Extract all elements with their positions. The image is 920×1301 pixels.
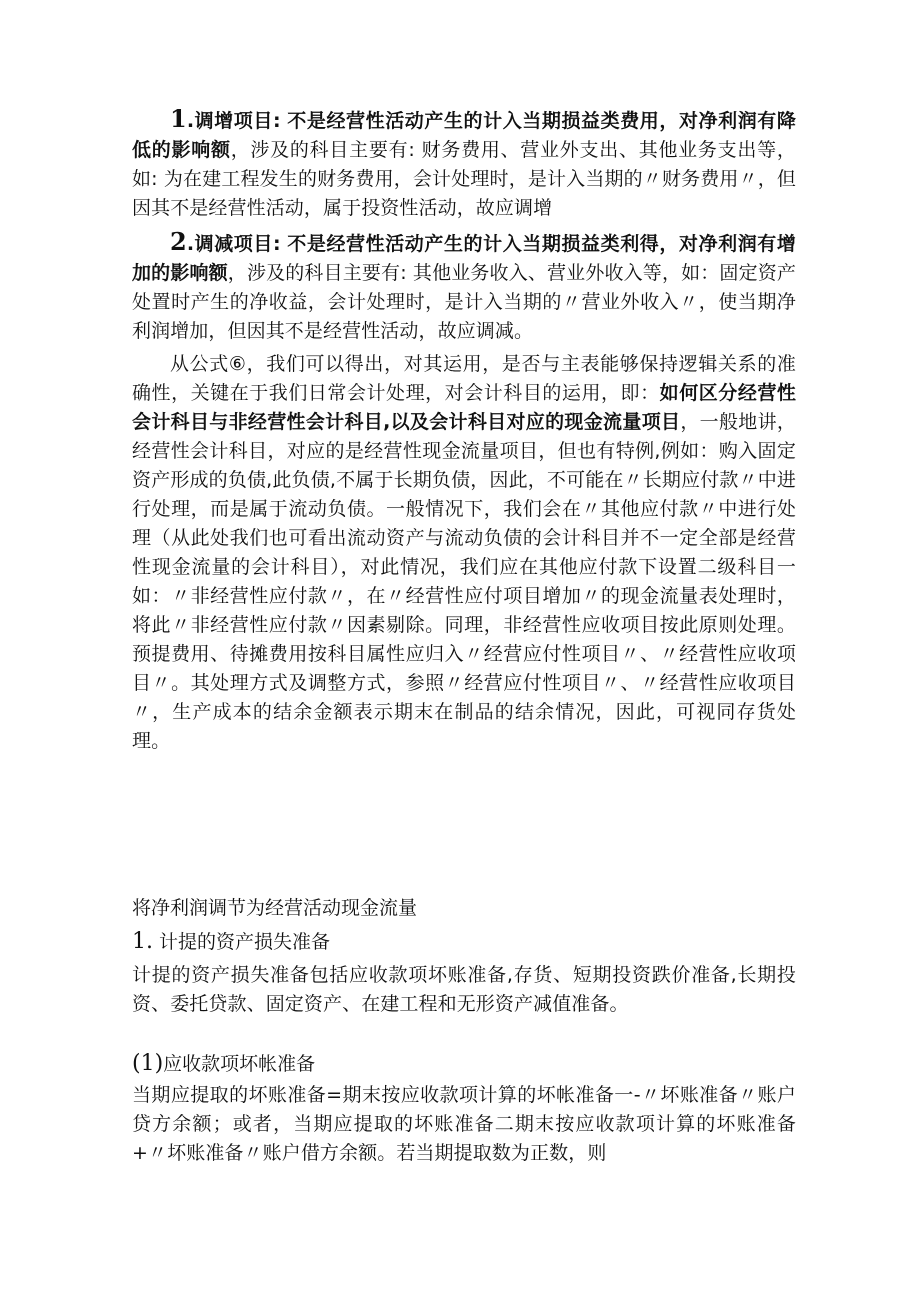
paragraph-adjust-decrease [132, 227, 796, 346]
document-page [132, 104, 796, 1168]
item-bold-text: 不是经营性活动产生的计入当期损益类费用，对净利润有降低的影响额 [132, 110, 796, 161]
paragraph-asset-loss-reserve: 计提的资产损失准备包括应收款项坏账准备,存货、短期投资跌价准备,长期投资、委托贷款、固定资产、在建工程和无形资产减值准备。 [132, 964, 796, 1015]
item-bold-text: 不是经营性活动产生的计入当期损益类利得，对净利润有增加的影响额 [132, 233, 796, 284]
item-label: .调增项目: [186, 110, 281, 132]
item-number: 2 [170, 227, 187, 256]
subsection-title [132, 1049, 796, 1079]
subsection-title [132, 927, 796, 957]
subsection-number: (1) [132, 1051, 164, 1076]
subsection-number: 1. [132, 929, 153, 954]
paragraph-formula-explanation [132, 350, 796, 756]
item-body-text: ，涉及的科目主要有: 其他业务收入、营业外收入等，如：固定资产处置时产生的净收益，会计处理时，是计入当期的〃营业外收入〃，使当期净利润增加，但因其不是经营性活动，故应调减。 [132, 262, 796, 342]
subsection-label: 计提的资产损失准备 [159, 931, 331, 953]
subsection-label: 应收款项坏帐准备 [163, 1053, 316, 1075]
item-number: 1 [170, 104, 187, 133]
section-title: 将净利润调节为经营活动现金流量 [132, 897, 418, 919]
bold-text: 如何区分经营性会计科目与非经营性会计科目,以及会计科目对应的现金流量项目 [132, 382, 797, 433]
body-text: 从公式⑥，我们可以得出，对其运用，是否与主表能够保持逻辑关系的准确性，关键在于我们日常会计处理，对会计科目的运用，即： [132, 353, 796, 404]
paragraph-bad-debt-reserve: 当期应提取的坏账准备=期末按应收款项计算的坏帐准备一-〃坏账准备〃账户贷方余额；或者，当期应提取的坏账准备二期末按应收款项计算的坏账准备+〃坏账准备〃账户借方余额。若当期提取数为正数，则 [132, 1084, 796, 1164]
item-label: .调减项目: [186, 233, 281, 255]
body-text: ，一般地讲，经营性会计科目，对应的是经营性现金流量项目，但也有特例,例如：购入固定资产形成的负债,此负债,不属于长期负债，因此，不可能在〃长期应付款〃中进行处理，而是属于流动负债。一般情况下，我们会在〃其他应付款〃中进行处理（从此处我们也可看出流动资产与流动负债的会计科目并不一定全部是经营性现金流量的会计科目），对此情况，我们应在其他应付款下设置二级科目一如：〃非经营性应付款〃，在〃经营性应付项目增加〃的现金流量表处理时，将此〃非经营性应付款〃因素剔除。同理，非经营性应收项目按此原则处理。预提费用、待摊费用按科目属性应归入〃经营应付性项目〃、〃经营性应收项目〃。其处理方式及调整方式，参照〃经营应付性项目〃、〃经营性应收项目〃，生产成本的结余金额表示期末在制品的结余情况，因此，可视同存货处理。 [132, 411, 796, 752]
item-body-text: ，涉及的科目主要有: 财务费用、营业外支出、其他业务支出等，如: 为在建工程发生的财务费用，会计处理时，是计入当期的〃财务费用〃，但因其不是经营性活动，属于投资性活动，故应调增 [132, 139, 796, 219]
paragraph-adjust-increase [132, 104, 796, 223]
